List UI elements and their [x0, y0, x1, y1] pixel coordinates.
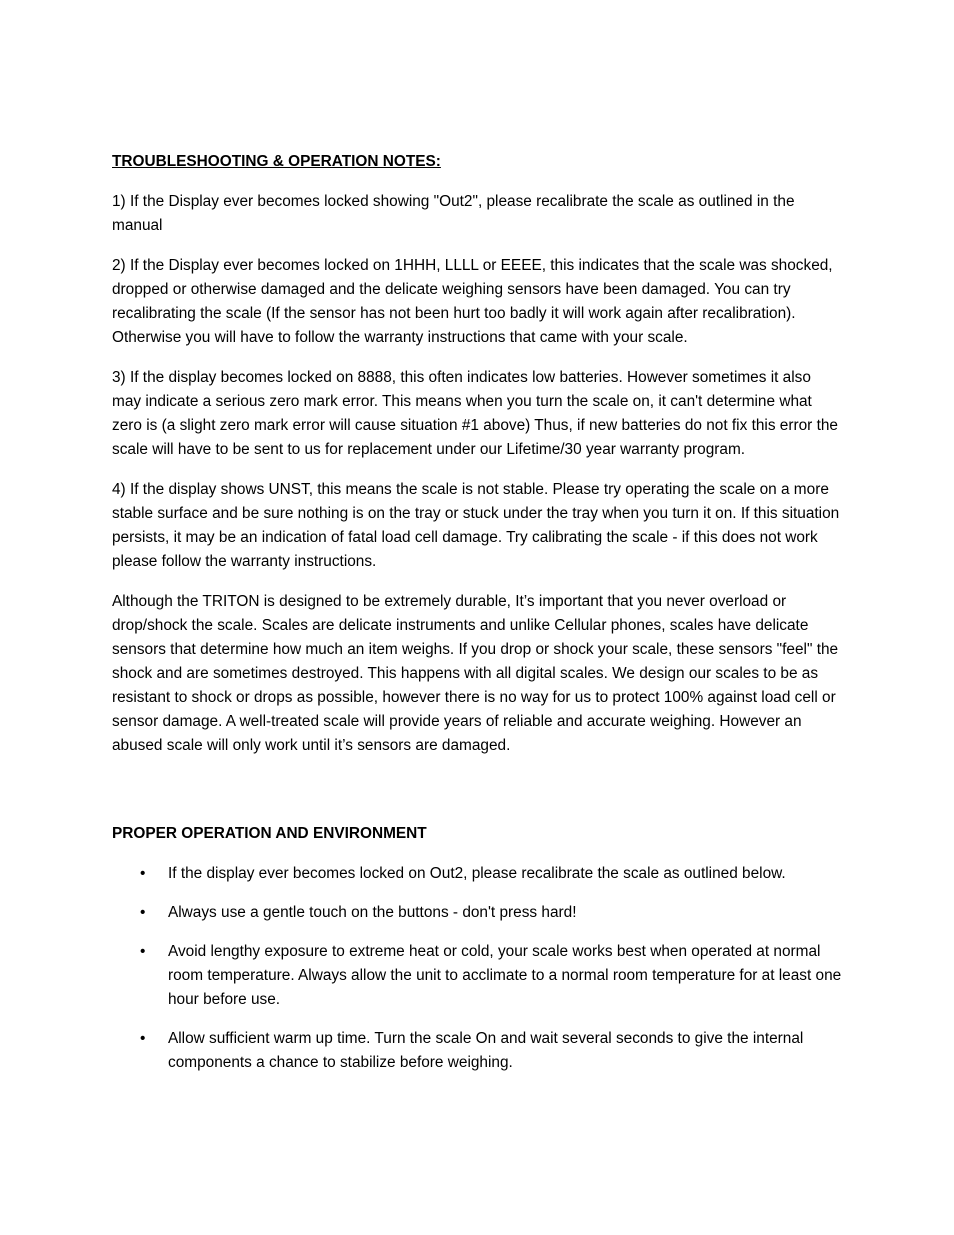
- troubleshooting-heading: TROUBLESHOOTING & OPERATION NOTES:: [112, 153, 441, 170]
- list-item-text: Avoid lengthy exposure to extreme heat or cold, your scale works best when operated at normal room temperature. Always allow the unit to acclimate to a normal room temperature for at least one hour before use.: [168, 943, 842, 1008]
- list-item-text: Always use a gentle touch on the buttons - don't press hard!: [168, 904, 577, 921]
- section-spacer: [112, 774, 844, 822]
- operation-heading: PROPER OPERATION AND ENVIRONMENT: [112, 825, 427, 842]
- bullet-icon: •: [140, 943, 146, 960]
- list-item-text: If the display ever becomes locked on Out2, please recalibrate the scale as outlined below.: [168, 865, 786, 882]
- list-item: [112, 901, 844, 925]
- bullet-icon: •: [140, 904, 146, 921]
- operation-list: [112, 862, 844, 1075]
- list-item-text: Allow sufficient warm up time. Turn the scale On and wait several seconds to give the internal components a chance to stabilize before weighing.: [168, 1030, 804, 1071]
- troubleshooting-note-2: 2) If the Display ever becomes locked on 1HHH, LLLL or EEEE, this indicates that the scale was shocked, dropped or otherwise damaged and the delicate weighing sensors have been damaged. You can try recalibrating the scale (If the sensor has not been hurt too badly it will work again after recalibration). Otherwise you will have to follow the warranty instructions that came with your scale.: [112, 257, 833, 346]
- bullet-icon: •: [140, 1030, 146, 1047]
- troubleshooting-note-4: 4) If the display shows UNST, this means the scale is not stable. Please try operating the scale on a more stable surface and be sure nothing is on the tray or stuck under the tray when you turn it on. If this situation persists, it may be an indication of fatal load cell damage. Try calibrating the scale - if this does not work please follow the warranty instructions.: [112, 481, 840, 570]
- document-page: [112, 150, 844, 1090]
- list-item: [112, 1027, 844, 1075]
- troubleshooting-note-3: 3) If the display becomes locked on 8888, this often indicates low batteries. However sometimes it also may indicate a serious zero mark error. This means when you turn the scale on, it can't determine what zero is (a slight zero mark error will cause situation #1 above) Thus, if new batteries do not fix this error the scale will have to be sent to us for replacement under our Lifetime/30 year warranty program.: [112, 369, 838, 458]
- bullet-icon: •: [140, 865, 146, 882]
- list-item: [112, 862, 844, 886]
- durability-paragraph: Although the TRITON is designed to be extremely durable, It’s important that you never overload or drop/shock the scale. Scales are delicate instruments and unlike Cellular phones, scales have delicate sensors that determine how much an item weighs. If you drop or shock your scale, these sensors "feel" the shock and are sometimes destroyed. This happens with all digital scales. We design our scales to be as resistant to shock or drops as possible, however there is no way for us to protect 100% against load cell or sensor damage. A well-treated scale will provide years of reliable and accurate weighing. However an abused scale will only work until it’s sensors are damaged.: [112, 593, 839, 754]
- list-item: [112, 940, 844, 1012]
- troubleshooting-note-1: 1) If the Display ever becomes locked showing "Out2", please recalibrate the scale as outlined in the manual: [112, 193, 795, 234]
